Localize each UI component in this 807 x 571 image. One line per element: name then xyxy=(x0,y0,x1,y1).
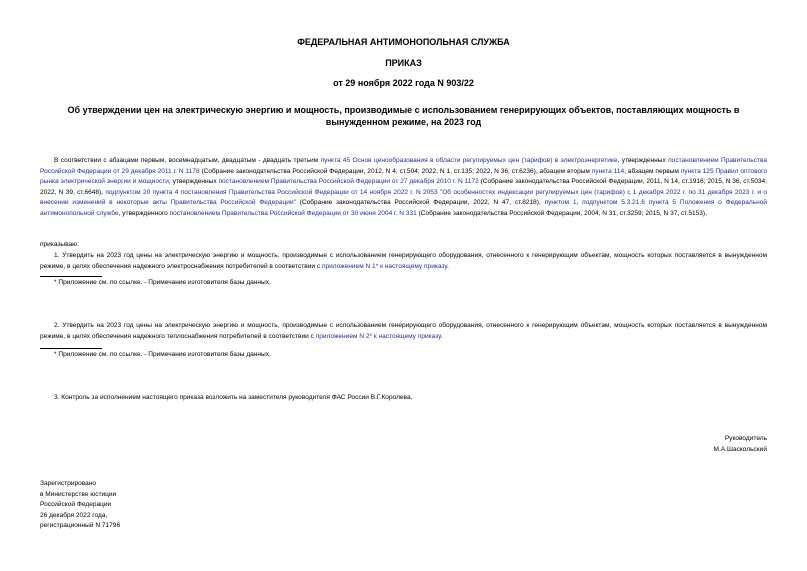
preamble-paragraph xyxy=(40,156,767,220)
preamble-text: В соответствии с абзацами первым, восемнадцатым, двадцатым - двадцать третьим xyxy=(54,157,321,164)
preamble-text: (Собрание законодательства Российской Федерации, 2004, N 31, ст.3259; 2015, N 37, ст.5153), xyxy=(416,209,707,217)
preamble-text: , утвержденного xyxy=(118,209,170,217)
doc-date-number: от 29 ноября 2022 года N 903/22 xyxy=(333,78,474,88)
signature-block xyxy=(714,434,768,455)
ordered-word: приказываю: xyxy=(40,241,79,248)
preamble-text: (Собрание законодательства Российской Федерации, 2011, N 14, ст.1916; 2015, N 36, ст.5034; 2022, N 39, ст.6648), xyxy=(40,178,767,196)
preamble-text: , утвержденных xyxy=(168,178,219,186)
order-item-2 xyxy=(40,321,767,342)
preamble-text: , xyxy=(576,199,583,207)
registration-line: 26 декабря 2022 года, xyxy=(40,511,108,519)
link-item-125-rules[interactable]: пункта 125 Правил оптового рынка электрической энергии и мощности xyxy=(40,167,768,186)
registration-block xyxy=(40,479,120,532)
registration-line: Зарегистрировано xyxy=(40,480,97,487)
link-appendix-1[interactable]: приложением N 1* к настоящему приказу xyxy=(321,262,447,270)
registration-line: Российской Федерации xyxy=(40,501,112,508)
item-text: 1. Утвердить на 2023 год цены на электрическую энергию и мощность, производимые с использованием генерирующего оборудования, отнесенного к генерирующим объектам, мощность которых поставляется в вынужденном режиме, в целях обеспечения надежного электроснабжения потребителей в соответствии с xyxy=(40,252,767,270)
signature-title: Руководитель xyxy=(724,435,767,442)
link-fas-regulation[interactable]: подпунктом 5.3.21.6 пункта 5 Положения о Федеральной антимонопольной службе xyxy=(40,199,767,217)
link-resolution-2053[interactable]: подпунктом 20 пункта 4 постановления Правительства Российской Федерации от 14 ноября 2022 г. N 2053 "Об особенностях индексации регулируемых цен (тарифов) с 1 декабря 2022 г. по 31 декабря 2023 г. и о внесении изменений в некоторые акты Правительства Российской Федерации" xyxy=(40,188,768,207)
order-item-1 xyxy=(40,251,767,272)
item-text: . xyxy=(440,332,443,340)
link-item-114[interactable]: пункта 114 xyxy=(591,167,625,175)
preamble-text: , абзацем первым xyxy=(624,167,681,175)
registration-line: регистрационный N 71796 xyxy=(40,522,121,529)
preamble-text: (Собрание законодательства Российской Федерации, 2012, N 4, ст.504; 2022, N 1, ст.135; 2022, N 36, ст.6236), абзацем вторым xyxy=(199,167,592,175)
preamble-text: , утвержденных xyxy=(617,157,669,164)
signature-name: М.А.Шаскольский xyxy=(713,445,767,453)
footnote-divider xyxy=(40,348,102,349)
agency-title: ФЕДЕРАЛЬНАЯ АНТИМОНОПОЛЬНАЯ СЛУЖБА xyxy=(297,37,510,47)
registration-line: в Министерстве юстиции xyxy=(40,490,117,498)
footnote-2: * Приложение см. по ссылке. - Примечание изготовителя базы данных. xyxy=(54,351,271,358)
link-resolution-1172[interactable]: постановлением Правительства Российской Федерации от 27 декабря 2010 г. N 1172 xyxy=(218,178,479,186)
preamble-text: (Собрание законодательства Российской Федерации, 2022, N 47, ст.8218), xyxy=(295,199,545,207)
footnote-divider xyxy=(40,276,102,277)
link-resolution-1178[interactable]: постановлением Правительства Российской Федерации от 29 декабря 2011 г. N 1178 xyxy=(40,157,768,175)
item-text: . xyxy=(446,262,449,270)
link-item-1[interactable]: пунктом 1 xyxy=(544,199,577,207)
order-item-3: 3. Контроль за исполнением настоящего приказа возложить на заместителя руководителя ФАС России В.Г.Королева. xyxy=(54,394,413,401)
link-appendix-2[interactable]: приложением N 2* к настоящему приказу xyxy=(315,332,441,340)
item-text: 2. Утвердить на 2023 год цены на электрическую энергию и мощность, производимые с использованием генерирующего оборудования, отнесенного к генерирующим объектам, мощность которых поставляется в вынужденном режиме, в целях обеспечения надежного теплоснабжения потребителей в соответствии с xyxy=(40,322,767,340)
footnote-1: * Приложение см. по ссылке. - Примечание изготовителя базы данных. xyxy=(54,279,271,286)
link-pricing-basics[interactable]: пункта 45 Основ ценообразования в области регулируемых цен (тарифов) в электроэнергетике xyxy=(320,157,618,164)
doc-subject: Об утверждении цен на электрическую энергию и мощность, производимые с использованием генерирующих объектов, поставляющих мощность в вынужденном режиме, на 2023 год xyxy=(67,105,740,127)
doc-type: ПРИКАЗ xyxy=(385,58,422,68)
link-resolution-331[interactable]: постановлением Правительства Российской Федерации от 30 июня 2004 г. N 331 xyxy=(169,209,417,217)
